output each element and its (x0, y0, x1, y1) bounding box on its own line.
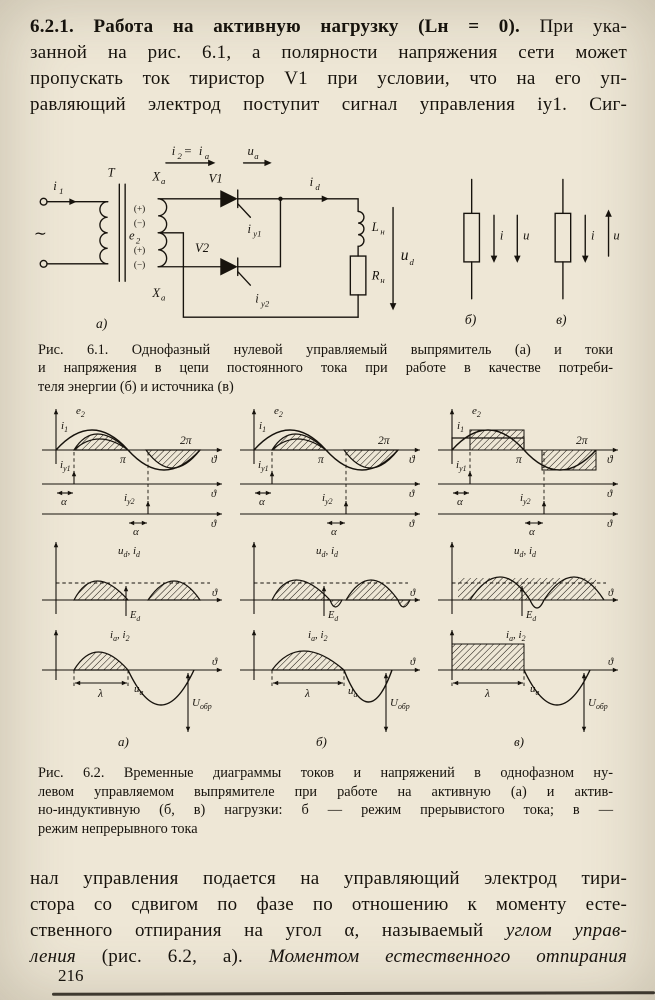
circuit-marks (69, 160, 612, 311)
waveform-label: $E_d$ (526, 610, 537, 624)
waveform-label: $u_d$, $i_d$ (118, 545, 140, 560)
intro-paragraph (0, 0, 655, 118)
polarity-minus-2: (−) (133, 259, 146, 270)
text-run: (рис. 6.2, а). (75, 946, 269, 968)
page-number: 216 (58, 966, 84, 985)
waveform-label: $i_{у2}$ (124, 492, 135, 507)
caption-line: Рис. 6.2. Временные диаграммы токов и напряжений в однофазном ну- (38, 765, 613, 782)
outro-paragraph (0, 866, 655, 970)
ac-source-tilde: ∼ (33, 225, 47, 243)
waveform-label: $i_1$ (457, 420, 465, 435)
ud-label: u (400, 246, 409, 264)
waveform-label: $i_{у1}$ (456, 459, 467, 474)
waveform-label: α (259, 496, 265, 509)
waveform-label: $u_а$ (134, 683, 144, 698)
waveform-label: $e_2$ (76, 405, 85, 420)
current-arrow-label-b: i (499, 228, 504, 243)
fig62-column-2 (232, 402, 424, 750)
waveform-label: $e_2$ (274, 405, 283, 420)
ud-subscript: d (409, 256, 414, 267)
scan-artifact (52, 991, 655, 996)
fig62-part-label: б) (316, 734, 327, 750)
fig62-column-3 (430, 402, 622, 750)
id-subscript: d (315, 182, 320, 193)
waveform-label: α (133, 526, 139, 539)
text-line (30, 14, 627, 40)
text-line (30, 944, 627, 970)
ln-subscript: н (380, 226, 385, 237)
fig62-part-label: в) (514, 734, 524, 750)
waveform-label: α (331, 526, 337, 539)
waveform-label: $e_2$ (472, 405, 481, 420)
rn-label: R (371, 268, 380, 283)
section-heading: 6.2.1. Работа на активную нагрузку (Lн = 0). (30, 16, 520, 37)
text-run: пропускать ток тиристор V1 при условии, что на его уп- (30, 68, 627, 89)
waveform-label: $E_d$ (328, 610, 339, 624)
v2-label: V2 (195, 241, 210, 256)
waveform-label: $u_d$, $i_d$ (514, 545, 536, 560)
waveform-label: $U_{обр}$ (588, 697, 608, 712)
waveform-label: $i_1$ (259, 420, 267, 435)
current-arrow-label-v: i (591, 228, 595, 243)
emphasized-term: Моментом естественного отпирания (268, 946, 627, 968)
polarity-plus-2: (+) (133, 245, 146, 256)
i2-subscript: 2 (177, 151, 182, 162)
text-run: ственного отпирания на угол α, называемый (30, 920, 506, 942)
waveform-label: $i_а$, $i_2$ (110, 629, 130, 644)
text-line (30, 918, 627, 944)
waveform-label: $i_{у2}$ (520, 492, 531, 507)
xa-top-subscript: а (161, 176, 166, 187)
text-line (30, 866, 627, 892)
caption-line: и напряжения в цепи постоянного тока при работе в качестве потреби- (38, 360, 613, 377)
waveform-label: 2π (378, 435, 390, 448)
v1-label: V1 (208, 171, 223, 186)
fig61-circuit-drawing (30, 126, 627, 332)
waveform-label: $U_{обр}$ (192, 697, 212, 712)
i1-label: i (53, 179, 57, 194)
waveform-label: ϑ (211, 519, 217, 531)
waveform-label: ϑ (607, 519, 613, 531)
xa-top-label: X (152, 169, 161, 184)
waveform-label: ϑ (607, 489, 613, 501)
waveform-label: λ (485, 688, 490, 701)
fig62-column-1 (34, 402, 226, 750)
ln-label: L (371, 219, 379, 234)
caption-line: Рис. 6.1. Однофазный нулевой управляемый выпрямитель (а) и токи (38, 341, 613, 358)
waveform-label: 2π (576, 435, 588, 448)
waveform-label: ϑ (211, 489, 217, 501)
caption-line: левом управляемом выпрямителе при работе на активную (а) и актив- (38, 783, 613, 800)
waveform-label: $E_d$ (130, 610, 141, 624)
text-run: стора со сдвигом по фазе по отношению к моменту есте- (30, 894, 627, 916)
e2-label: e (129, 228, 135, 243)
e2-subscript: 2 (135, 235, 141, 246)
figure-6-1-caption (0, 341, 655, 397)
waveform-label: ϑ (410, 657, 416, 669)
caption-line: теля энергии (б) и источника (в) (38, 378, 234, 395)
waveform-label: $i_а$, $i_2$ (506, 629, 526, 644)
waveform-label: 2π (180, 435, 192, 448)
text-line (30, 66, 627, 92)
caption-line: режим непрерывного тока (38, 820, 198, 837)
waveform-label: ϑ (608, 588, 614, 600)
text-run: равляющий электрод поступит сигнал управления iу1. Сиг- (30, 94, 627, 115)
text-line (30, 92, 627, 118)
transformer-core (119, 184, 125, 281)
ia-subscript: а (204, 151, 210, 162)
emphasized-term: ления (30, 946, 76, 968)
waveform-label: $u_а$ (530, 683, 540, 698)
transformer-label: T (107, 165, 115, 180)
xa-bottom-subscript: а (161, 292, 166, 303)
waveform-label: ϑ (211, 454, 217, 467)
waveform-label: $u_а$ (348, 685, 358, 700)
id-label: i (309, 175, 314, 190)
waveform-label: π (120, 454, 126, 467)
iy1-subscript: у1 (253, 228, 262, 239)
load-resistor (350, 256, 366, 295)
fig62-part-label: а) (118, 734, 129, 750)
waveform-label: π (516, 454, 522, 467)
text-line (30, 40, 627, 66)
fig61-part-a-label: а) (96, 315, 108, 331)
waveform-label: λ (98, 688, 103, 701)
waveform-label: $i_{у1}$ (60, 459, 71, 474)
iy1-label: i (247, 221, 251, 236)
polarity-plus-1: (+) (133, 203, 146, 214)
i1-subscript: 1 (59, 185, 64, 196)
waveform-label: $i_{у2}$ (322, 492, 333, 507)
waveform-label: α (457, 496, 463, 509)
iy2-subscript: у2 (261, 298, 270, 309)
figure-6-2 (0, 402, 655, 750)
waveform-label: ϑ (409, 454, 415, 467)
waveform-label: ϑ (409, 489, 415, 501)
waveform-label: $i_{у1}$ (258, 459, 269, 474)
text-run: нал управления подается на управляющий электрод тири- (30, 868, 627, 890)
figure-6-1 (0, 126, 655, 337)
ia-label: i (198, 144, 203, 159)
iy2-label: i (255, 291, 259, 306)
waveform-label: α (61, 496, 67, 509)
waveform-label: ϑ (607, 454, 613, 467)
ua-label: u (247, 144, 254, 159)
waveform-label: $U_{обр}$ (390, 697, 410, 712)
waveform-label: $i_а$, $i_2$ (308, 629, 328, 644)
primary-winding (100, 202, 108, 264)
voltage-arrow-label-v: u (613, 228, 620, 243)
voltage-arrow-label-b: u (523, 228, 530, 243)
load-inductor (358, 211, 364, 256)
waveform-label: π (318, 454, 324, 467)
load-box-v (555, 213, 571, 262)
waveform-label: ϑ (212, 657, 218, 669)
waveform-label: α (529, 526, 535, 539)
emphasized-term: углом управ- (505, 920, 627, 942)
figure-6-2-caption (0, 764, 655, 838)
fig61-part-v-label: в) (556, 312, 567, 328)
waveform-label: ϑ (409, 519, 415, 531)
text-run: занной на рис. 6.1, а полярности напряжения сети может (30, 42, 627, 63)
text-line (30, 892, 627, 918)
text-run: При ука- (519, 16, 627, 37)
thyristor-gates (238, 204, 251, 286)
thyristor-v1-symbol (220, 190, 237, 207)
caption-line: но-индуктивную (б, в) нагрузки: б — режим прерывистого тока; в — (38, 802, 613, 819)
waveform-label: λ (305, 688, 310, 701)
load-box-b (464, 213, 480, 262)
equals-sign: = (184, 144, 192, 159)
waveform-label: ϑ (410, 588, 416, 600)
xa-bottom-label: X (152, 285, 161, 300)
waveform-label: ϑ (608, 657, 614, 669)
polarity-minus-1: (−) (133, 217, 146, 228)
i2-label: i (171, 144, 176, 159)
waveform-label: $u_d$, $i_d$ (316, 545, 338, 560)
fig61-part-b-label: б) (464, 312, 477, 328)
waveform-label: $i_1$ (61, 420, 69, 435)
thyristor-v2-symbol (220, 258, 237, 275)
rn-subscript: н (380, 275, 385, 286)
ua-subscript: а (254, 151, 259, 162)
waveform-label: ϑ (212, 588, 218, 600)
